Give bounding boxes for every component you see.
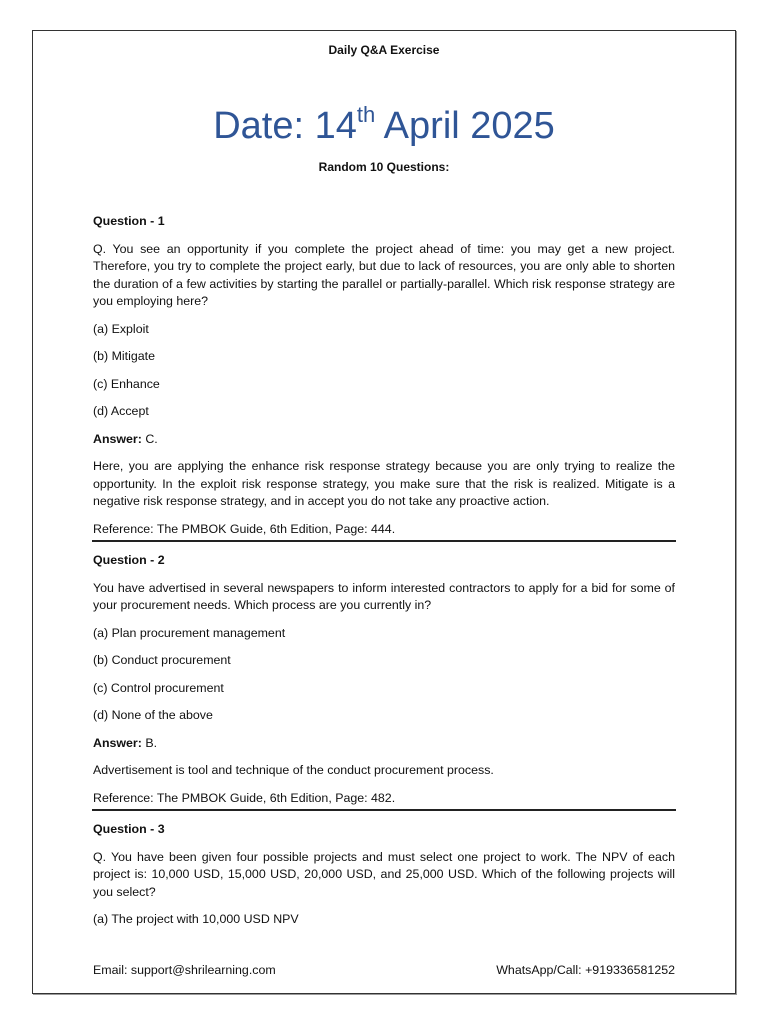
footer-email: Email: support@shrilearning.com — [93, 963, 276, 977]
date-rest: April 2025 — [375, 105, 555, 147]
header-title: Daily Q&A Exercise — [328, 43, 440, 57]
footer-phone: WhatsApp/Call: +919336581252 — [496, 963, 675, 977]
questions-content — [93, 213, 675, 939]
question-heading: Question - 3 — [93, 822, 165, 836]
explanation: Here, you are applying the enhance risk response strategy because you are only trying to realize the opportunity. In the exploit risk response strategy, you make sure that the risk is realized. Mitigate is a negative risk response strategy, and in accept you do not take any proactive action. — [93, 459, 675, 508]
reference: Reference: The PMBOK Guide, 6th Edition, Page: 444. — [93, 521, 396, 536]
answer — [93, 735, 675, 753]
date-suffix: th — [356, 102, 376, 127]
option: (a) Plan procurement management — [93, 625, 286, 640]
option: (c) Enhance — [93, 376, 160, 391]
date-title — [0, 104, 768, 150]
question-text: You have advertised in several newspapers to inform interested contractors to apply for a bid for some of your procurement needs. Which process are you currently in? — [93, 580, 675, 612]
option: (d) Accept — [93, 404, 149, 418]
question-heading: Question - 2 — [93, 553, 165, 567]
answer-label: Answer: — [93, 431, 142, 446]
subtitle: Random 10 Questions: — [318, 160, 450, 174]
option: (b) Conduct procurement — [93, 653, 231, 667]
footer — [93, 963, 675, 977]
answer-value: B. — [141, 735, 158, 750]
question-text: Q. You see an opportunity if you complete the project ahead of time: you may get a new project. Therefore, you try to complete the project early, but due to lack of resources, you are only able to shorten the duration of a few activities by starting the parallel or partially-parallel. Which risk response strategy are you employing here? — [93, 241, 675, 308]
reference: Reference: The PMBOK Guide, 6th Edition, Page: 482. — [93, 790, 396, 805]
answer — [93, 431, 675, 449]
option: (c) Control procurement — [93, 680, 224, 695]
question-heading: Question - 1 — [93, 214, 165, 228]
option: (d) None of the above — [93, 708, 213, 722]
question-block — [93, 213, 675, 542]
option: (a) The project with 10,000 USD NPV — [93, 912, 299, 926]
explanation: Advertisement is tool and technique of the conduct procurement process. — [93, 763, 494, 777]
option: (a) Exploit — [93, 321, 149, 336]
answer-value: C. — [141, 431, 158, 446]
divider — [92, 809, 676, 811]
answer-label: Answer: — [93, 735, 142, 750]
question-text: Q. You have been given four possible projects and must select one project to work. The NPV of each project is: 10,000 USD, 15,000 USD, 20,000 USD, and 25,000 USD. Which of the following projects will you select? — [93, 849, 675, 899]
question-block — [93, 552, 675, 811]
option: (b) Mitigate — [93, 349, 155, 363]
question-block — [93, 821, 675, 929]
date-prefix: Date: 14 — [213, 105, 357, 147]
divider — [92, 540, 676, 542]
